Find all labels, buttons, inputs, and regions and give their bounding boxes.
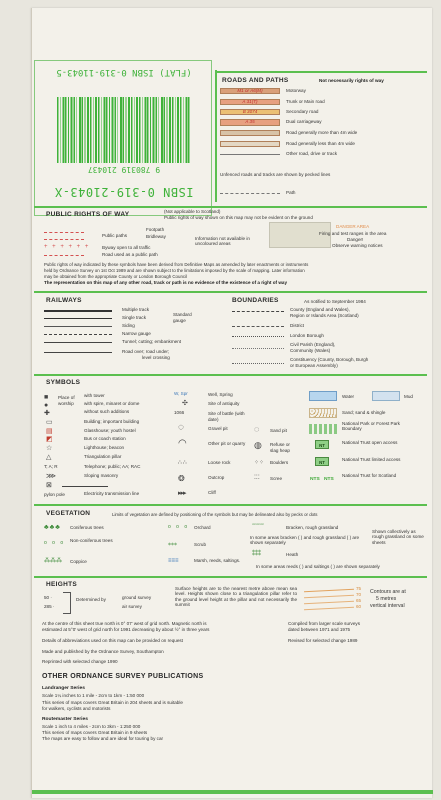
compiled-label: Compiled from larger scale surveys <box>288 621 360 626</box>
height-value-1: 50 · <box>44 595 52 600</box>
contour-70-label: 70 <box>356 592 362 597</box>
contour-60 <box>304 607 354 611</box>
symbol-label: National Trust open access <box>342 440 398 445</box>
row-para2: held by Ordnance Survey on 1st Oct 1989 and are shown subject to the limitations imposed by the scale of mapping. Later information <box>44 268 305 273</box>
rail-narrow-line <box>44 334 112 335</box>
landranger-line3: for walkers, cyclists and motorists <box>42 706 111 711</box>
contour-70 <box>304 595 354 599</box>
road-label: Dual carriageway <box>286 119 322 124</box>
road-label: Other road, drive or track <box>286 151 338 156</box>
symbol-label: Electricity transmission line <box>84 491 140 496</box>
church-spire-icon: ● <box>44 402 49 409</box>
observe-label: Observe warning notices <box>332 243 383 248</box>
symbol-label: Lighthouse; beacon <box>84 445 125 450</box>
boundary-item-label: Civil Parish (England), <box>290 342 336 347</box>
heights-top-rule <box>34 576 427 578</box>
boundary-constituency-line <box>232 363 284 364</box>
symbol-label: with spire, minaret or dome <box>84 401 140 406</box>
public-paths-label: Public paths <box>102 233 128 238</box>
rail-item-label: Road over; road under; <box>122 349 170 354</box>
rail-item-label: Siding <box>122 323 135 328</box>
symbol-label: Sand; sand & shingle <box>342 410 386 415</box>
barcode-isbn: ISBN 0-319-21043-X <box>54 185 194 199</box>
contour-lines <box>304 586 370 614</box>
danger-label: Danger! <box>347 237 364 242</box>
symbol-label: with tower <box>84 393 105 398</box>
symbol-label: Telephone; public; AA; RAC <box>84 464 141 469</box>
roads-top-rule <box>215 71 427 73</box>
symbol-label: Bus or coach station <box>84 436 126 441</box>
veg-top-rule <box>34 504 427 506</box>
contour-65 <box>304 601 354 605</box>
road-label: Trunk or Main road <box>286 99 325 104</box>
sand-pit-icon: ◌ <box>254 424 260 434</box>
symbol-label: Loose rock <box>208 460 231 465</box>
telephone-abbr: T; A; R <box>44 464 58 469</box>
map-legend-sheet <box>31 8 432 798</box>
symbol-label: Other pit or quarry <box>208 441 246 446</box>
rail-item-label: level crossing <box>142 355 170 360</box>
road-used-label: Road used as a public path <box>102 252 158 257</box>
note-line5: Reprinted with selected change 1990 <box>42 659 118 664</box>
symbol-label: Triangulation pillar <box>84 454 122 459</box>
byway-label: Byway open to all traffic <box>102 245 151 250</box>
bridleway-label: Bridleway <box>146 234 166 239</box>
row-subtitle2: Public rights of way shown on this map may not be evident on the ground <box>164 215 313 220</box>
road-swatch-label: B 3074 <box>242 109 258 114</box>
note-line1: At the centre of this sheet true north is 0° 07' west of grid north. Magnetic north is <box>42 621 207 626</box>
boundary-district-line <box>232 326 284 327</box>
symbol-label: Mud <box>404 394 413 399</box>
refuse-icon: ◍ <box>254 440 262 450</box>
boundary-item-label: London Borough <box>290 333 324 338</box>
bus-station-icon: ◩ <box>46 436 53 443</box>
veg-note: Limits of vegetation are defined by positioning of the symbols but may be delineated also by pecks or dots <box>112 512 318 517</box>
heights-text: Surface heights are to the nearest metre above mean sea level. Heights shown close to a triangulation pillar refer to the ground level height at the pillar and not necessarily the summit <box>175 586 297 607</box>
road-label: Road generally more than 4m wide <box>286 130 358 135</box>
info-na-label: Information not available in uncoloured areas <box>195 236 250 247</box>
revised-label: Revised for selected change 1989 <box>288 638 358 643</box>
barcode-bars <box>57 97 191 163</box>
symbol-label: National Trust limited access <box>342 457 401 462</box>
road-swatch <box>220 141 280 147</box>
footpath-line <box>44 232 84 233</box>
gravel-pit-icon: ◌ <box>178 422 184 433</box>
bracken-icon: ⁗⁗⁗ <box>252 524 264 530</box>
veg-label: Scrub <box>194 542 207 547</box>
battle-date: 1066 <box>174 410 185 415</box>
routemaster-line3: The maps are easy to follow and are ideal for touring by car <box>42 736 164 741</box>
air-label: air survey <box>122 604 142 609</box>
bottom-green-bar <box>32 790 433 794</box>
symbol-label: Building; important building <box>84 419 140 424</box>
pylon-pole-label: pylon pole <box>44 492 65 497</box>
outcrop-icon: ❂ <box>178 474 185 483</box>
danger-area-label: DANGER AREA <box>336 224 370 229</box>
barcode-panel <box>34 60 212 216</box>
barcode-top-text: (FLAT) ISBN 0-319-11043-5 <box>56 67 192 77</box>
firing-label: Firing and test ranges in the area <box>319 231 387 236</box>
roads-divider <box>215 70 217 202</box>
standard-gauge-label: Standard gauge <box>173 312 192 323</box>
note-line3: Details of abbreviations used on this map can be provided on request <box>42 638 183 643</box>
road-swatch-label: A 35 <box>245 119 255 124</box>
triangulation-icon: △ <box>46 454 52 461</box>
church-tower-icon: ■ <box>44 394 49 401</box>
ground-label: ground survey <box>122 595 152 600</box>
contour-75 <box>304 589 354 593</box>
orchard-icon: o o o <box>168 524 190 530</box>
boundaries-title: BOUNDARIES <box>232 297 279 304</box>
row-subtitle1: (Not applicable to Scotland) <box>164 209 221 214</box>
rail-single-line <box>44 318 112 319</box>
roads-note: Not necessarily rights of way <box>319 78 384 83</box>
road-swatch-label: M1 or A6(M) <box>237 88 263 93</box>
sand-pit-label: Sand pit <box>270 428 287 433</box>
veg-label: Coppice <box>70 559 87 564</box>
symbol-label: National Park or Forest Park Boundary <box>342 421 400 432</box>
vertical-interval-label: vertical interval <box>370 603 405 609</box>
boulders-icon: ⁘⁘ <box>254 460 265 466</box>
symbol-label: Outcrop <box>208 475 225 480</box>
place-of-worship-label: Place of worship <box>58 395 75 406</box>
path-line <box>220 193 280 194</box>
lighthouse-icon: ☆ <box>46 445 53 452</box>
boundary-item-label: County (England and Wales), <box>290 307 350 312</box>
contour-60-label: 60 <box>356 604 362 609</box>
heights-brace <box>63 592 71 614</box>
well-abbr: W, Spr <box>174 391 188 396</box>
road-label: Secondary road <box>286 109 319 114</box>
nt-limited-icon: NT <box>315 457 329 466</box>
road-swatch <box>220 154 280 155</box>
symbol-label: Well, Spring <box>208 392 233 397</box>
routemaster-line1: Scale 1 inch to 4 miles - 2cm to 3km - 1:250 000 <box>42 724 141 729</box>
rail-siding-line <box>44 326 112 327</box>
bridleway-line <box>44 239 84 240</box>
boundary-item-label: or European Assembly) <box>290 363 338 368</box>
veg-label: Marsh, reeds, saltings. <box>194 558 241 563</box>
symbol-label: Glasshouse; youth hostel <box>84 428 136 433</box>
veg-label: Coniferous trees <box>70 525 104 530</box>
coppice-icon: ⁂⁂⁂ <box>44 558 62 564</box>
quarry-icon: ◠ <box>178 438 187 449</box>
coniferous-icon: ♣♣♣ <box>44 524 61 531</box>
symbols-top-rule <box>34 374 427 376</box>
symbol-label: Site of battle (with date) <box>208 411 245 422</box>
byway-line: + + + + + + <box>44 244 90 250</box>
rail-item-label: Multiple track <box>122 307 150 312</box>
landranger-line1: Scale 1¼ inches to 1 mile - 2cm to 1km - 1:50 000 <box>42 693 145 698</box>
bracken-label: Bracken, rough grassland <box>286 525 339 530</box>
reeds-areas-label: In some areas reeds ( ) and saltings ( ) are shown separately <box>256 564 380 569</box>
church-plain-icon: ✚ <box>44 410 50 417</box>
veg-label: Orchard <box>194 525 211 530</box>
rail-top-rule <box>34 291 427 293</box>
routemaster-line2: This series of maps covers Great Britain in 9 sheets <box>42 730 148 735</box>
boundary-item-label: Constituency (County, Borough, Burgh <box>290 357 369 362</box>
sloping-masonry-icon: ⋙ <box>46 473 55 480</box>
rail-multiple-line <box>44 310 112 312</box>
symbol-label: Site of antiquity <box>208 401 240 406</box>
rail-title: RAILWAYS <box>46 297 82 304</box>
boundary-london-line <box>232 336 284 337</box>
antiquity-icon: ✣ <box>182 400 188 407</box>
row-para1: Public rights of way indicated by these symbols have been derived from Definitive Maps as amended by later enactments or instruments <box>44 262 309 267</box>
barcode-digits: 9 780319 210437 <box>87 165 161 174</box>
footpath-label: Footpath <box>146 227 165 232</box>
road-label: Road generally less than 4m wide <box>286 141 355 146</box>
heath-label: Heath <box>286 552 299 557</box>
rail-item-label: Tunnel; cutting; embankment <box>122 339 182 344</box>
contour-75-label: 75 <box>356 586 362 591</box>
five-metres-label: 5 metres <box>376 596 397 602</box>
roads-unfenced: Unfenced roads and tracks are shown by pecked lines <box>220 172 331 177</box>
scrub-icon: ⁎⁎⁎ <box>168 541 177 547</box>
boundary-county-line <box>232 311 284 312</box>
veg-title: VEGETATION <box>46 510 91 517</box>
dated-label: dated between 1971 and 1975 <box>288 627 351 632</box>
building-icon: ▭ <box>46 419 53 426</box>
sand-swatch <box>309 408 337 418</box>
symbol-label: without such additions <box>84 409 130 414</box>
routemaster-title: Routemaster Series <box>42 717 88 722</box>
note-line2: estimated at 5°0' west of grid north for 1991 decreasing by about ½° in three years <box>42 627 210 632</box>
symbol-label: Cliff <box>208 490 216 495</box>
boundary-item-label: Community (Wales) <box>290 348 331 353</box>
contours-label: Contours are at <box>370 589 406 595</box>
nt-open-icon: NT <box>315 440 329 449</box>
symbol-label: Water <box>342 394 355 399</box>
rail-tunnel-line <box>44 342 112 343</box>
row-para3: may be obtained from the appropriate County or London Borough Council <box>44 274 188 279</box>
scree-label: Scree <box>270 476 283 481</box>
refuse-label: Refuse or slag heap <box>270 442 290 453</box>
glasshouse-icon: ▤ <box>46 428 53 435</box>
symbol-label: Gravel pit <box>208 426 228 431</box>
rail-item-label: Single track <box>122 315 147 320</box>
boulders-label: Boulders <box>270 460 289 465</box>
marsh-icon: ≡≡≡ <box>168 558 179 564</box>
road-used-line <box>44 255 84 256</box>
landranger-line2: This series of maps covers Great Britain in 204 sheets and is suitable <box>42 700 183 705</box>
roads-title: ROADS AND PATHS <box>222 77 289 84</box>
note-line4: Made and published by the Ordnance Survey, Southampton <box>42 649 164 654</box>
boundaries-note: As notified to September 1984 <box>304 299 366 304</box>
water-swatch <box>309 391 337 401</box>
scree-icon: ⁚⁚⁚ <box>254 475 260 481</box>
road-swatch <box>220 130 280 136</box>
cliff-icon: ▸▸▸ <box>178 490 186 497</box>
collective-label: Shown collectively as rough grassland on some sheets <box>372 529 424 545</box>
veg-label: Non-coniferous trees <box>70 538 113 543</box>
national-park-swatch <box>309 424 337 434</box>
non-coniferous-icon: o o o <box>44 540 66 546</box>
publications-title: OTHER ORDNANCE SURVEY PUBLICATIONS <box>42 673 204 680</box>
row-top-rule <box>34 206 427 208</box>
row-para4: The representation on this map of any other road, track or path is no evidence of the existence of a right of way <box>44 280 288 285</box>
nts-icon-2: NTS <box>324 477 334 482</box>
boundary-item-label: Region or Islands Area (Scotland) <box>290 313 359 318</box>
transmission-line <box>62 486 108 487</box>
heath-icon: ⁑⁑⁑ <box>252 551 261 557</box>
nts-icon-1: NTS <box>310 477 320 482</box>
boundary-item-label: District <box>290 323 305 328</box>
road-swatch-label: A 31(T) <box>242 99 258 104</box>
rail-roadover-line <box>44 352 112 353</box>
rail-item-label: Narrow gauge <box>122 331 151 336</box>
heights-title: HEIGHTS <box>46 581 77 588</box>
landranger-title: Landranger Series <box>42 686 85 691</box>
symbol-label: Sloping masonry <box>84 473 119 478</box>
boundary-parish-line <box>232 348 284 349</box>
loose-rock-icon: ∴∴ <box>178 460 188 466</box>
bracken-areas-label: In some areas bracken ( ) and rough grassland ( ) are shown separately <box>250 535 360 546</box>
pylon-icon: ⊠ <box>46 482 52 489</box>
height-value-2: 285 · <box>44 604 55 609</box>
path-label: Path <box>286 190 296 195</box>
symbol-label: National Trust for Scotland <box>342 473 397 478</box>
determined-label: Determined by <box>76 597 106 602</box>
road-label: Motorway <box>286 88 306 93</box>
contour-65-label: 65 <box>356 598 362 603</box>
row-title: PUBLIC RIGHTS OF WAY <box>46 211 130 218</box>
symbols-title: SYMBOLS <box>46 379 81 386</box>
